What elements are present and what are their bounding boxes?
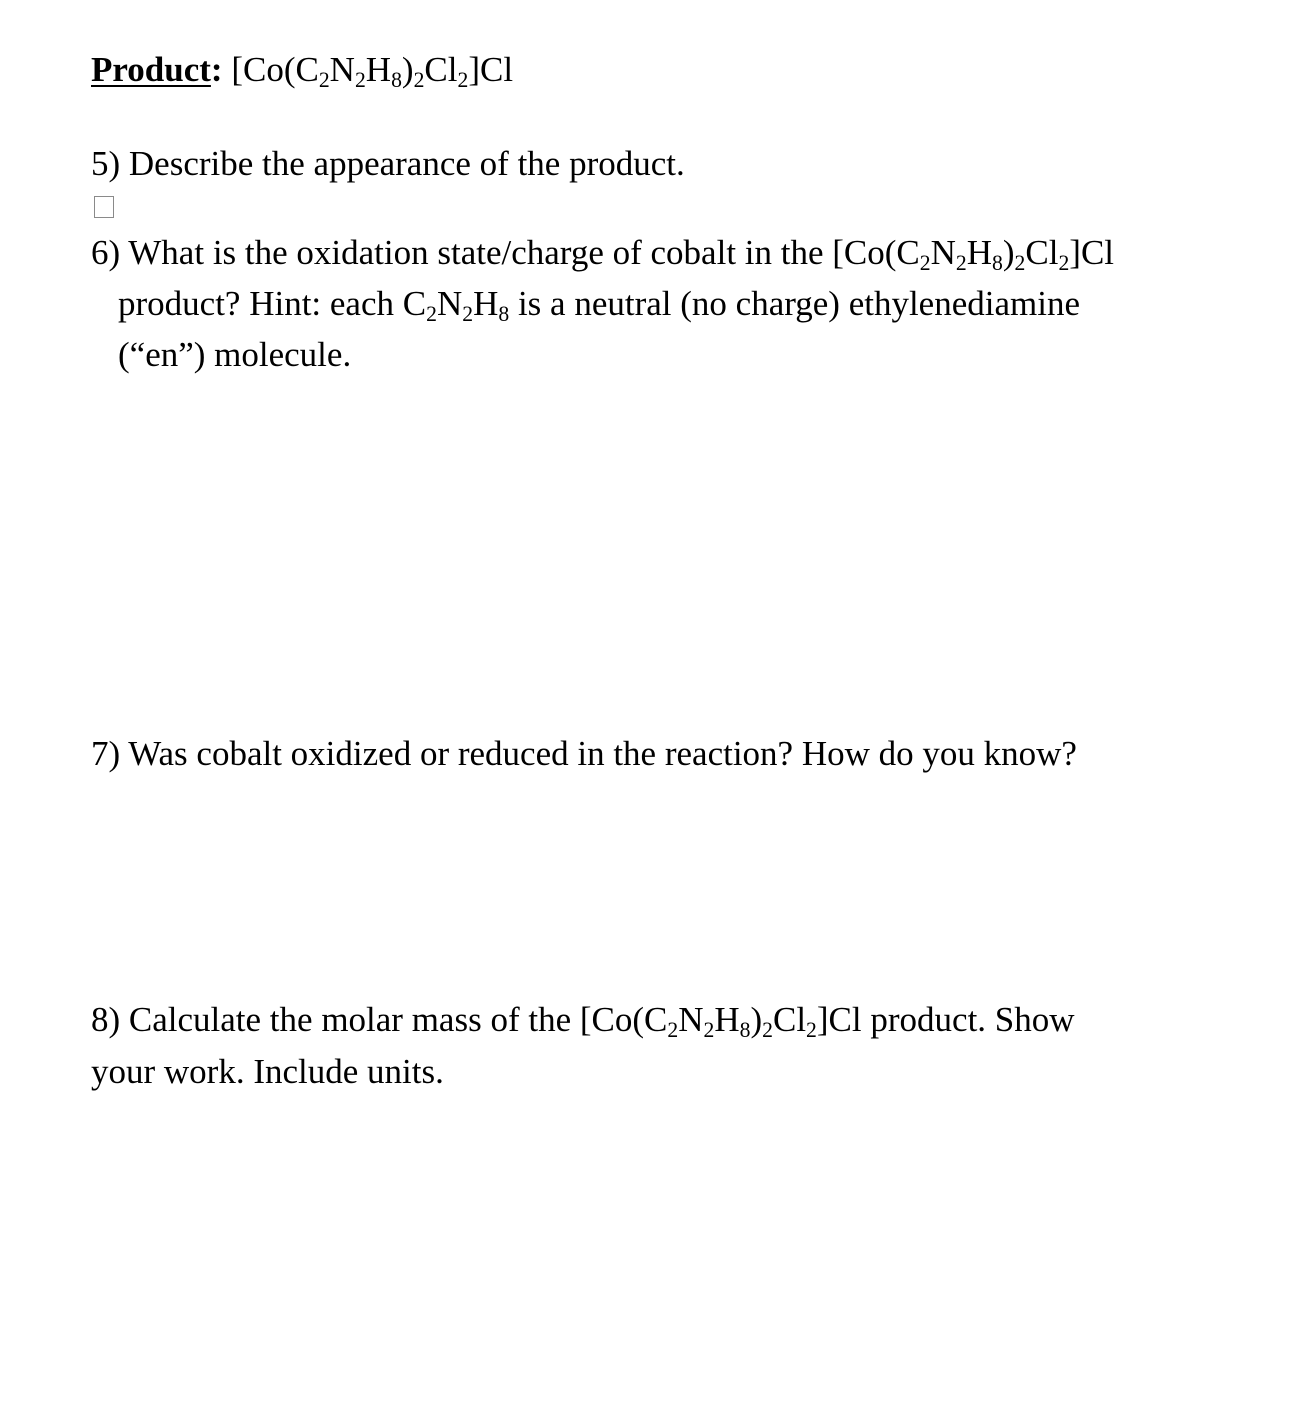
answer-checkbox[interactable]: [94, 196, 114, 218]
q8-formula: $[Co(C_2N_2H_8)_2Cl_2]Cl$: [579, 1000, 862, 1043]
question-6-line-2: product? Hint: each $C_2N_2H_8$ is a neutral (no charge) ethylenediamine: [118, 284, 1080, 327]
question-7: 7) Was cobalt oxidized or reduced in the reaction? How do you know?: [91, 734, 1077, 773]
product-header: [91, 50, 514, 93]
question-6-line-3: (“en”) molecule.: [118, 335, 352, 374]
question-5: 5) Describe the appearance of the product.: [91, 144, 685, 183]
product-colon: :: [210, 50, 223, 89]
question-6-line-1: 6) What is the oxidation state/charge of cobalt in the $[Co(C_2N_2H_8)_2Cl_2]Cl$: [91, 233, 1115, 276]
q6-formula: $[Co(C_2N_2H_8)_2Cl_2]Cl$: [832, 233, 1115, 276]
question-8-line-1: 8) Calculate the molar mass of the $[Co(C_2N_2H_8)_2Cl_2]Cl$ product. Show: [91, 1000, 1075, 1043]
product-formula: $[Co(C_2N_2H_8)_2Cl_2]Cl$: [231, 50, 514, 93]
product-label: Product: [91, 50, 211, 89]
question-8-line-2: your work. Include units.: [91, 1052, 444, 1091]
